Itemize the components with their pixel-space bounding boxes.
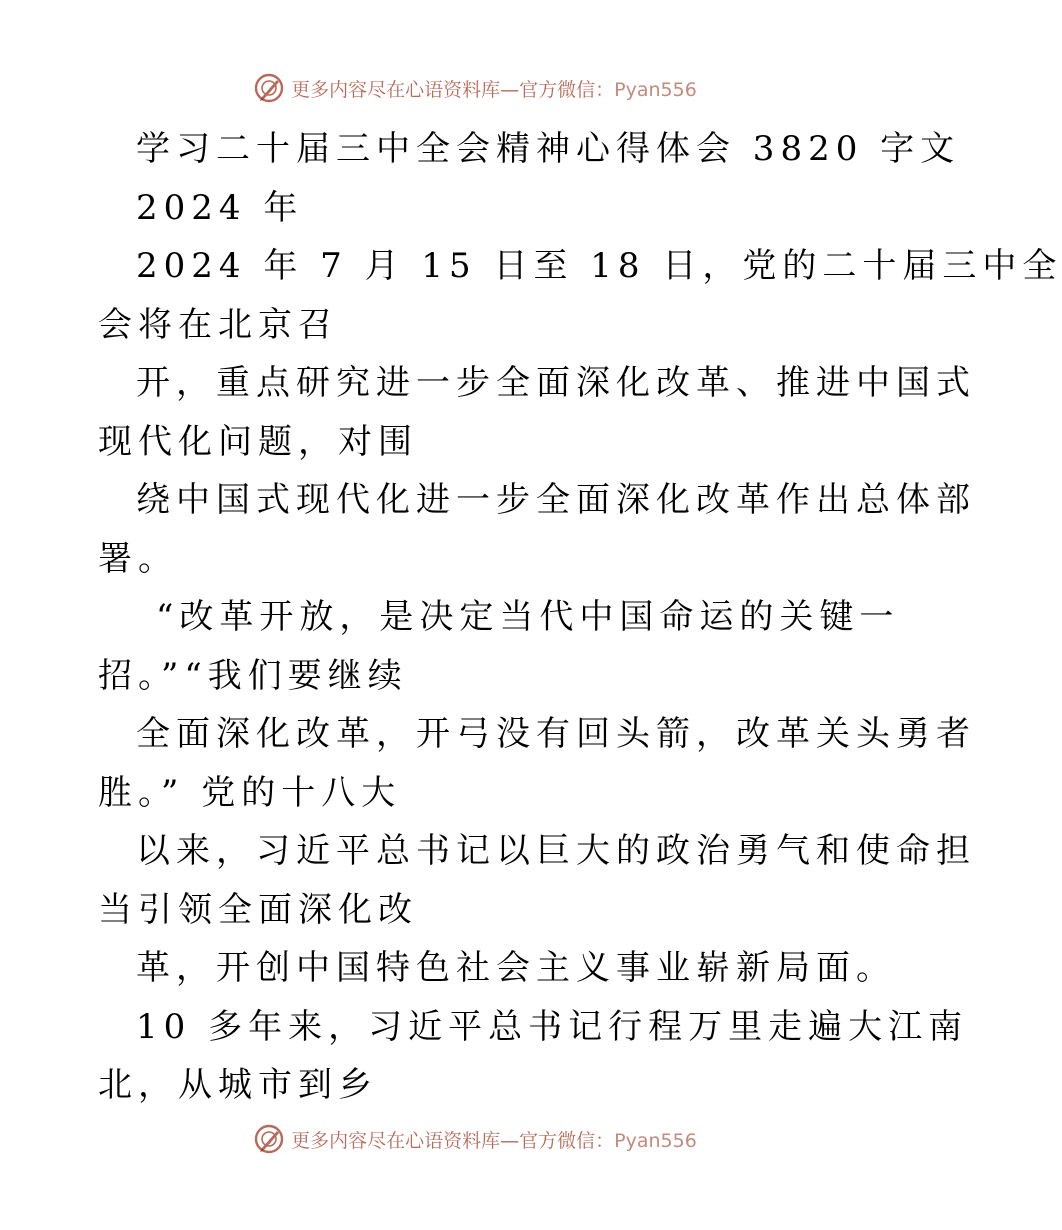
document-title-line: 学习二十届三中全会精神心得体会 3820 字文 (136, 129, 961, 169)
document-line: 以来，习近平总书记以巨大的政治勇气和使命担 (136, 831, 976, 871)
red-pen-circle-logo-icon (253, 72, 285, 104)
document-line: 北，从城市到乡 (98, 1065, 378, 1105)
document-line: 全面深化改革，开弓没有回头箭，改革关头勇者 (136, 714, 976, 754)
document-line: 2024 年 7 月 15 日至 18 日，党的二十届三中全 (136, 246, 1062, 286)
document-line: 2024 年 (136, 187, 304, 228)
document-line: 10 多年来，习近平总书记行程万里走遍大江南 (136, 1006, 969, 1047)
header-wechat-id: Pyan556 (614, 78, 697, 101)
document-body (98, 120, 1062, 1115)
header-watermark-banner (0, 68, 950, 108)
red-pen-circle-logo-icon (253, 1123, 285, 1155)
document-line: 现代化问题，对围 (98, 421, 418, 462)
document-line: 招。”“我们要继续 (98, 655, 408, 696)
document-line: 绕中国式现代化进一步全面深化改革作出总体部 (136, 480, 976, 520)
document-line: 革，开创中国特色社会主义事业崭新局面。 (136, 948, 896, 988)
footer-watermark-banner (0, 1119, 950, 1159)
document-line: 开，重点研究进一步全面深化改革、推进中国式 (136, 363, 976, 403)
footer-wechat-id: Pyan556 (614, 1129, 697, 1152)
document-line: 署。 (98, 538, 178, 579)
footer-watermark-text: 更多内容尽在心语资料库—官方微信： (291, 1129, 615, 1152)
document-line: 当引领全面深化改 (98, 889, 418, 930)
document-line: 胜。” 党的十八大 (98, 772, 402, 813)
document-line: 会将在北京召 (98, 304, 338, 345)
header-watermark-text: 更多内容尽在心语资料库—官方微信： (291, 78, 615, 101)
document-line: “改革开放，是决定当代中国命运的关键一 (156, 597, 900, 637)
